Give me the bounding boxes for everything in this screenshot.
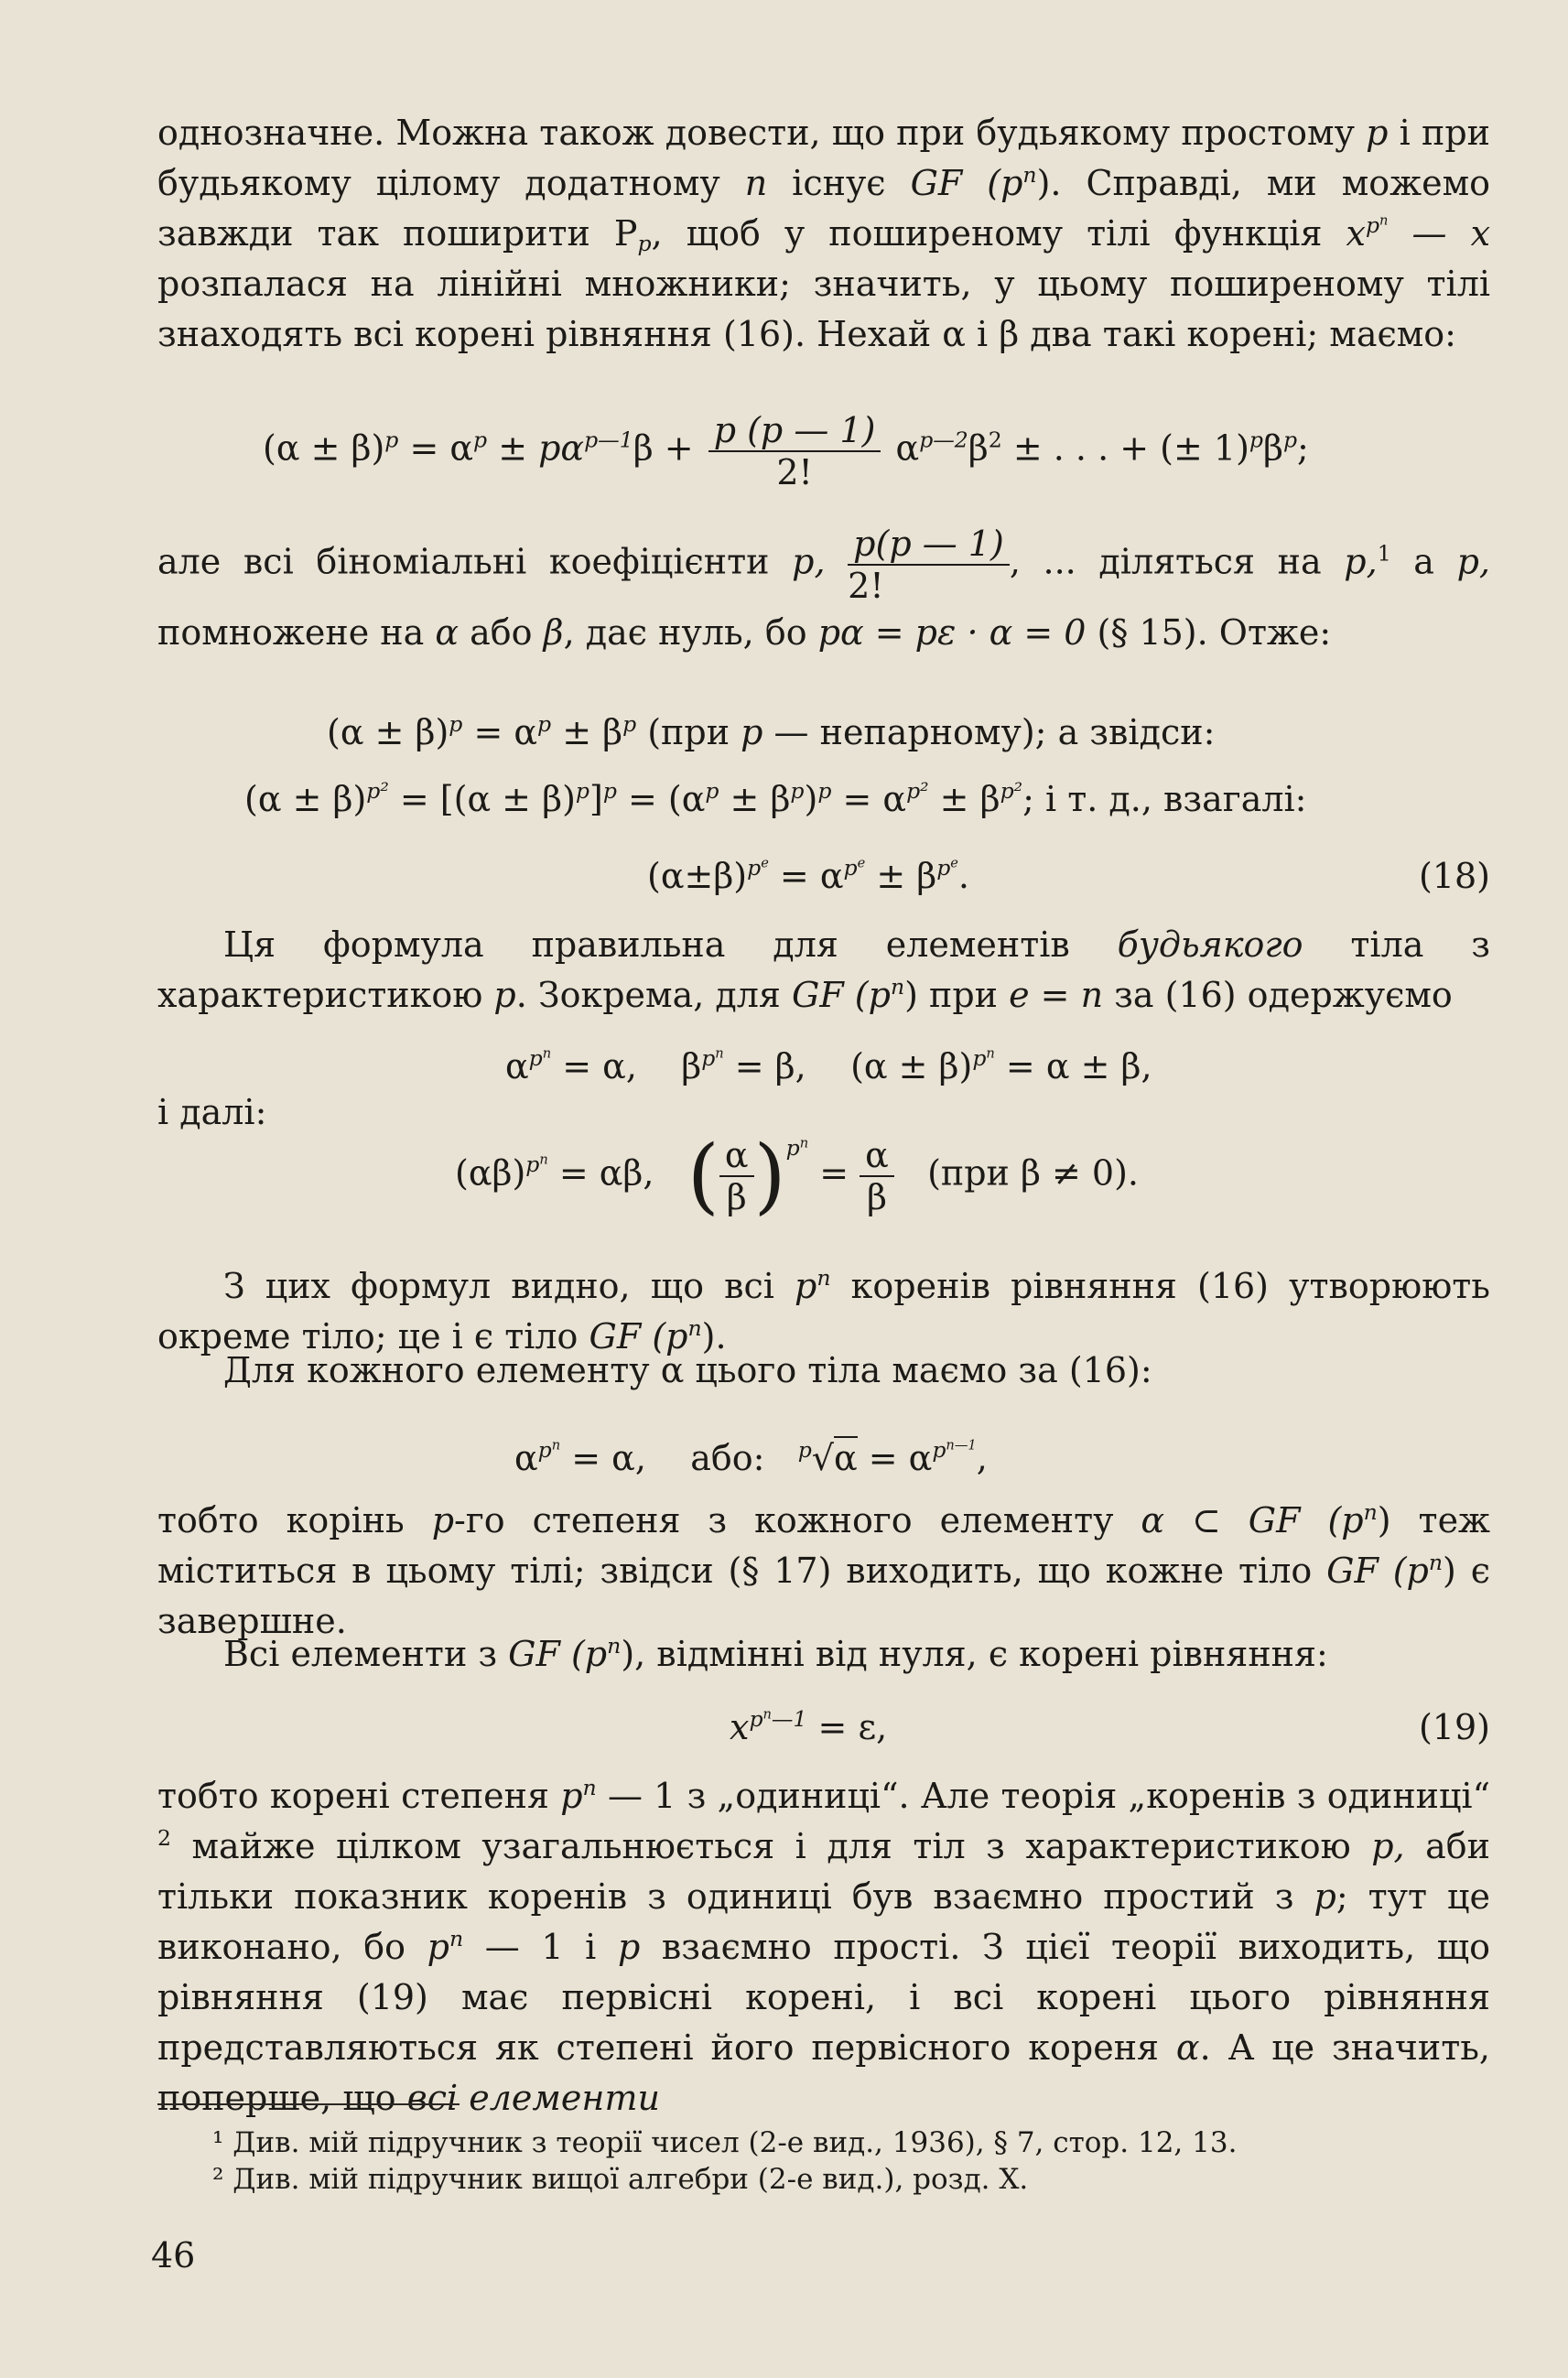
paragraph-4-text: З цих формул видно, що всі $p^n$ коренів рівняння (16) утворюють окреме тіло; це і є тіло GF $(p^n)$. — [157, 1264, 1490, 1357]
equation-product-quotient: $(\alpha\beta)^{p^n} = \alpha\beta$, ( $\frac{\alpha}{\beta}$ )$^{p^n}$ = $\frac{\alpha}{\beta}$ (при β ≠ 0). — [455, 1128, 1139, 1224]
footnote-1: ¹ Див. мій підручник з теорії чисел (2-е вид., 1936), § 7, стор. 12, 13. — [212, 2126, 1238, 2159]
and-further-text: і далі: — [157, 1092, 267, 1132]
paragraph-5-text: Для кожного елементу α цього тіла маємо за (16): — [223, 1350, 1152, 1390]
paragraph-1 — [157, 108, 1490, 360]
footnote-divider — [157, 2103, 460, 2105]
equation-number-18: (18) — [1418, 856, 1490, 896]
book-page: однозначне. Можна також довести, що при будьякому простому p і при будьякому цілому додатному n існує GF $(p^n)$. Справді, ми можемо завжди так поширити $P_p$, щоб у поширеному тілі функція $x^{p^n}$ — x розпалася на лінійні множники; значить, у цьому поширеному тілі знаходять всі корені рівняння (16). Нехай α і β два такі корені; маємо: $(\alpha \pm \beta)^p = \alpha^p \pm p\alpha^{p—1}\beta$ + $\frac{p (p — 1)}{2!}$ $\alpha^{p—2}\beta^2$ ± . . . + (± $1)^p\beta^p$; але всі біноміальні коефіцієнти p, $\frac{p(p — 1)}{2!}$ , ... діляться на p,$^1$ а p, помножене на α або β, дає нуль, бо pα = pε · α = 0 (§ 15). Отже: $(\alpha \pm \beta)^p = \alpha^p \pm \beta^p$ (при p — непарному); а звідси: $(\alpha \pm \beta)^{p^2} = [(\alpha \pm \beta)^p]^p = (\alpha^p \pm \beta^p)^p = \alpha^{p^2} \pm \beta^{p^2}$; і т. д., взагалі: $(\alpha\pm\beta)^{p^e} = \alpha^{p^e} \pm \beta^{p^e}$. (18) Ця формула правильна для елементів будьякого тіла з характеристикою p. Зокрема, для GF $(p^n)$ при e = n за (16) одержуємо $\alpha^{p^n} = \alpha$, $\beta^{p^n} = \beta$, $(\alpha \pm \beta)^{p^n} = \alpha \pm \beta$, і далі: $(\alpha\beta)^{p^n} = \alpha\beta$, ( $\frac{\alpha}{\beta}$ )$^{p^n}$ = $\frac{\alpha}{\beta}$ (при β ≠ 0). З цих формул видно, що всі $p^n$ коренів рівняння (16) утворюють окреме тіло; це і є тіло GF $(p^n)$. Для кожного елементу α цього тіла маємо за (16): $\alpha^{p^n} = \alpha$, або: $^p√\alpha = \alpha^{p^{n—1}}$, тобто корінь p-го степеня з кожного елементу α ⊂ GF $(p^n)$ теж міститься в цьому тілі; звідси (§ 17) виходить, що кожне тіло GF $(p^n)$ є завершне. Всі елементи з GF $(p^n)$, відмінні від нуля, є корені рівняння: $x^{p^n—1} = \varepsilon$, (19) тобто корені степеня $p^n$ — 1 з „одиниці“. Але теорія „коренів з одиниці“ $^2$ майже цілком узагальнюється і для тіл з характеристикою p, аби тільки показник коренів з одиниці був взаємно простий з p; тут це виконано, бо $p^n$ — 1 і p взаємно прості. З цієї теорії виходить, що рівняння (19) має первісні корені, і всі корені цього рівняння представляються як степені його первісного кореня α. А це значить, поперше, що всі елементи ¹ Див. мій підручник з теорії чисел (2-е вид., 1936), § 7, стор. 12, 13. ² Див. мій підручник вищої алгебри (2-е вид.), розд. X. 46 — [0, 0, 1568, 2378]
paragraph-2 — [157, 524, 1490, 659]
page-number: 46 — [151, 2235, 196, 2275]
paragraph-and-further — [157, 1087, 1490, 1138]
paragraph-7-text: Всі елементи з GF $(p^n)$, відмінні від нуля, є корені рівняння: — [223, 1632, 1328, 1674]
footnote-2: ² Див. мій підручник вищої алгебри (2-е вид.), розд. X. — [212, 2163, 1029, 2196]
equation-binomial: $(\alpha \pm \beta)^p = \alpha^p \pm p\alpha^{p—1}\beta$ + $\frac{p (p — 1)}{2!}$ $\alpha^{p—2}\beta^2$ ± . . . + (± $1)^p\beta^p$; — [263, 410, 1309, 492]
paragraph-3-text: Ця формула правильна для елементів будьякого тіла з характеристикою p. Зокрема, для GF $(p^n)$ при e = n за (16) одержуємо — [157, 924, 1490, 1015]
paragraph-3 — [157, 920, 1490, 1021]
paragraph-6-text: тобто корінь p-го степеня з кожного елементу α ⊂ GF $(p^n)$ теж міститься в цьому тілі; звідси (§ 17) виходить, що кожне тіло GF $(p^n)$ є завершне. — [157, 1498, 1491, 1641]
paragraph-1-text: однозначне. Можна також довести, що при будьякому простому p і при будьякому цілому додатному n існує GF $(p^n)$. Справді, ми можемо завжди так поширити $P_p$, щоб у поширеному тілі функція $x^{p^n}$ — x розпалася на лінійні множники; значить, у цьому поширеному тілі знаходять всі корені рівняння (16). Нехай α і β два такі корені; маємо: — [157, 113, 1491, 354]
paragraph-2-text: але всі біноміальні коефіцієнти p, $\frac{p(p — 1)}{2!}$ , ... діляться на p,$^1$ а p, помножене на α або β, дає нуль, бо pα = pε · α = 0 (§ 15). Отже: — [157, 524, 1490, 653]
equation-root: $\alpha^{p^n} = \alpha$, або: $^p√\alpha = \alpha^{p^{n—1}}$, — [514, 1436, 988, 1478]
paragraph-7 — [157, 1629, 1490, 1680]
paragraph-8-text: тобто корені степеня $p^n$ — 1 з „одиниці“. Але теорія „коренів з одиниці“ $^2$ майже цілком узагальнюється і для тіл з характеристикою p, аби тільки показник коренів з одиниці був взаємно простий з p; тут це виконано, бо $p^n$ — 1 і p взаємно прості. З цієї теорії виходить, що рівняння (19) має первісні корені, і всі корені цього рівняння представляються як степені його первісного кореня α. А це значить, поперше, що всі елементи — [157, 1774, 1491, 2118]
paragraph-6 — [157, 1496, 1490, 1647]
paragraph-8 — [157, 1771, 1490, 2124]
paragraph-5 — [157, 1346, 1490, 1396]
equation-number-19: (19) — [1418, 1707, 1490, 1747]
